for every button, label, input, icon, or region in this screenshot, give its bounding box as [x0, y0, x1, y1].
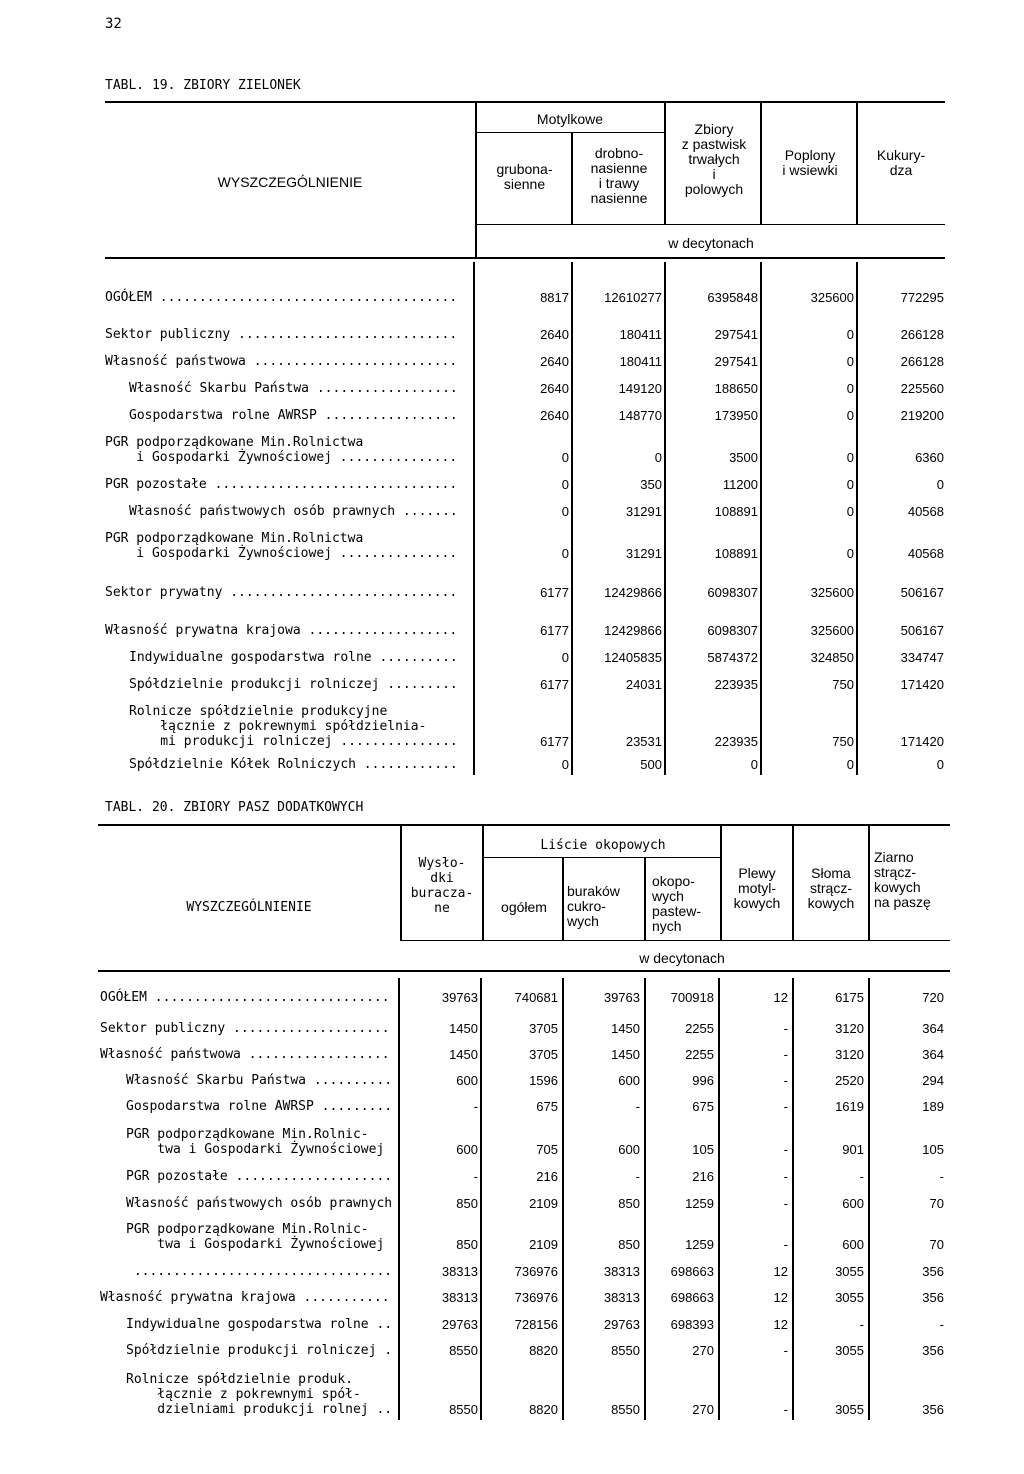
table-cell: 736976	[514, 1290, 558, 1305]
table-cell: 270	[692, 1343, 714, 1358]
table-cell: 600	[618, 1073, 640, 1088]
header-vline	[562, 858, 564, 941]
header-group-liscie: Liście okopowych	[540, 838, 666, 853]
table-cell: 148770	[618, 408, 662, 423]
table-cell: 1619	[835, 1099, 864, 1114]
table-cell: 506167	[900, 585, 944, 600]
table-cell: 356	[922, 1264, 944, 1279]
page-number: 32	[105, 16, 122, 32]
table-cell: 0	[936, 757, 944, 772]
table-cell: 3120	[835, 1021, 864, 1036]
table-cell: 2109	[529, 1196, 558, 1211]
table-cell: 8550	[449, 1402, 478, 1417]
table-cell: 0	[846, 450, 854, 465]
table-cell: 29763	[603, 1317, 640, 1332]
table-cell: 700918	[670, 990, 714, 1005]
table-cell: 11200	[722, 477, 758, 492]
column-rule	[760, 262, 762, 775]
table-cell: 996	[692, 1073, 714, 1088]
table-cell: 6360	[915, 450, 944, 465]
table-cell: 324850	[810, 650, 854, 665]
table-cell: 2640	[540, 354, 569, 369]
header-group-motylkowe: Motylkowe	[536, 111, 604, 127]
table-cell: 1450	[449, 1021, 478, 1036]
row-label: Własność Skarbu Państwa ..................	[129, 381, 458, 396]
table-cell: 216	[536, 1169, 558, 1184]
table-cell: 364	[922, 1021, 944, 1036]
row-label: OGÓŁEM ......................................	[105, 290, 458, 305]
table-cell: 39763	[603, 990, 640, 1005]
header-col-ogolem: ogółem	[501, 899, 547, 915]
header-unit-rule	[477, 224, 945, 225]
table-cell: 705	[536, 1142, 558, 1157]
table-cell: 5874372	[707, 650, 758, 665]
table-cell: 2255	[685, 1021, 714, 1036]
column-rule	[664, 262, 666, 775]
table-cell: 2255	[685, 1047, 714, 1062]
table-cell: 12610277	[604, 290, 662, 305]
table-cell: 105	[692, 1142, 714, 1157]
table-cell: 506167	[900, 623, 944, 638]
table-cell: 356	[922, 1290, 944, 1305]
row-label: Sektor prywatny .............................	[105, 585, 458, 600]
row-label: Indywidualne gospodarstwa rolne ..........	[129, 650, 458, 665]
table-cell: 736976	[514, 1264, 558, 1279]
row-label: PGR podporządkowane Min.Rolnictwa i Gospodarki Żywnościowej ...............	[105, 531, 458, 561]
table-cell: 8550	[449, 1343, 478, 1358]
table-cell: 356	[922, 1402, 944, 1417]
row-label: Spółdzielnie produkcji rolniczej .........	[129, 677, 458, 692]
table-cell: 850	[618, 1237, 640, 1252]
table-cell: -	[473, 1099, 478, 1114]
table-cell: 12405835	[604, 650, 662, 665]
table-cell: 2640	[540, 381, 569, 396]
table-cell: 6177	[540, 734, 569, 749]
table-cell: 108891	[714, 546, 758, 561]
table-cell: 171420	[900, 677, 944, 692]
column-rule	[473, 262, 475, 775]
table-cell: 901	[842, 1142, 864, 1157]
table-cell: 600	[618, 1142, 640, 1157]
table-cell: 600	[456, 1073, 478, 1088]
table-cell: 3500	[729, 450, 758, 465]
row-label: PGR podporządkowane Min.Rolnic- twa i Gospodarki Żywnościowej	[126, 1127, 385, 1157]
table-cell: 0	[846, 757, 854, 772]
row-label: Własność prywatna krajowa ...........	[100, 1290, 390, 1305]
table-cell: 0	[846, 354, 854, 369]
header-col-ziarno: Ziarno strącz- kowych na paszę	[874, 849, 931, 910]
table-cell: -	[939, 1169, 944, 1184]
table-cell: 698663	[670, 1290, 714, 1305]
table-cell: -	[859, 1169, 864, 1184]
table-cell: 2520	[835, 1073, 864, 1088]
table-cell: 850	[456, 1196, 478, 1211]
header-vline	[644, 858, 646, 941]
table-cell: 108891	[714, 504, 758, 519]
table-cell: 223935	[714, 734, 758, 749]
table-cell: 6177	[540, 585, 569, 600]
table-cell: 173950	[714, 408, 758, 423]
table-cell: 40568	[907, 504, 944, 519]
table-cell: 12	[773, 1264, 788, 1279]
table-cell: 600	[456, 1142, 478, 1157]
table-cell: 0	[846, 477, 854, 492]
table-cell: 2640	[540, 327, 569, 342]
header-vline	[792, 826, 794, 941]
table-cell: 6395848	[707, 290, 758, 305]
table-cell: -	[783, 1142, 788, 1157]
header-unit: w decytonach	[668, 235, 754, 251]
table-cell: 0	[561, 450, 569, 465]
table-cell: 266128	[900, 327, 944, 342]
table-cell: 0	[561, 477, 569, 492]
table-cell: -	[783, 1047, 788, 1062]
table-cell: 225560	[900, 381, 944, 396]
table-cell: 750	[832, 734, 854, 749]
table-cell: 325600	[810, 290, 854, 305]
row-label: Własność państwowych osób prawnych	[126, 1196, 393, 1211]
table-cell: -	[783, 1237, 788, 1252]
header-vline	[856, 103, 858, 225]
table-cell: 675	[692, 1099, 714, 1114]
table-cell: -	[635, 1169, 640, 1184]
table-cell: -	[783, 1073, 788, 1088]
table-cell: 297541	[714, 354, 758, 369]
row-label: Gospodarstwa rolne AWRSP .................	[129, 408, 458, 423]
row-label: Spółdzielnie Kółek Rolniczych ............	[129, 757, 458, 772]
header-col-plewy: Plewy motyl- kowych	[733, 865, 781, 911]
table-cell: 188650	[714, 381, 758, 396]
row-label: Spółdzielnie produkcji rolniczej .	[126, 1343, 393, 1358]
table-cell: 675	[536, 1099, 558, 1114]
row-label: Własność państwowa ..................	[100, 1047, 390, 1062]
table-20-header-rule	[98, 970, 950, 972]
header-col-burakow: buraków cukro- wych	[567, 883, 620, 929]
table-cell: 6098307	[707, 585, 758, 600]
table-cell: 720	[922, 990, 944, 1005]
table-cell: 740681	[514, 990, 558, 1005]
header-vline	[720, 826, 722, 941]
header-stub: WYSZCZEGÓLNIENIE	[186, 900, 312, 915]
table-cell: 0	[846, 327, 854, 342]
table-cell: 29763	[441, 1317, 478, 1332]
table-cell: -	[859, 1317, 864, 1332]
header-vline	[482, 826, 484, 941]
table-cell: 500	[640, 757, 662, 772]
table-cell: 12429866	[604, 623, 662, 638]
table-cell: 0	[846, 546, 854, 561]
table-cell: 12	[773, 1317, 788, 1332]
table-cell: 180411	[619, 354, 662, 369]
table-cell: 180411	[619, 327, 662, 342]
table-cell: 728156	[514, 1317, 558, 1332]
table-cell: 31291	[625, 546, 662, 561]
table-cell: -	[783, 1169, 788, 1184]
table-cell: 698663	[670, 1264, 714, 1279]
table-cell: 364	[922, 1047, 944, 1062]
header-col-grubonasienne: grubona- sienne	[496, 161, 553, 192]
table-cell: 6177	[540, 623, 569, 638]
header-col-sloma: Słoma strącz- kowych	[807, 865, 855, 911]
table-cell: 38313	[441, 1290, 478, 1305]
table-cell: 750	[832, 677, 854, 692]
table-cell: 8550	[611, 1343, 640, 1358]
table-cell: 149120	[618, 381, 662, 396]
table-cell: 0	[750, 757, 758, 772]
table-cell: 270	[692, 1402, 714, 1417]
table-cell: 3055	[835, 1290, 864, 1305]
table-cell: 0	[561, 757, 569, 772]
table-cell: 171420	[900, 734, 944, 749]
table-cell: 8817	[540, 290, 569, 305]
table-cell: 6177	[540, 677, 569, 692]
table-cell: 698393	[670, 1317, 714, 1332]
header-col-drobnonasienne: drobno- nasienne i trawy nasienne	[590, 145, 648, 206]
table-19-header-rule	[105, 257, 945, 259]
table-cell: 70	[929, 1237, 944, 1252]
table-cell: -	[939, 1317, 944, 1332]
table-cell: 31291	[625, 504, 662, 519]
table-cell: 772295	[900, 290, 944, 305]
row-label: Własność państwowa ..........................	[105, 354, 458, 369]
header-col-okopowych: okopo- wych pastew- nych	[652, 873, 702, 934]
header-col-wyslodki: Wysło- dki buracza- ne	[410, 856, 474, 916]
table-cell: 325600	[810, 623, 854, 638]
header-unit: w decytonach	[639, 950, 725, 966]
table-cell: 294	[922, 1073, 944, 1088]
table-19-title: TABL. 19. ZBIORY ZIELONEK	[105, 78, 301, 93]
table-cell: 3055	[835, 1264, 864, 1279]
table-cell: 216	[692, 1169, 714, 1184]
header-vline	[760, 103, 762, 225]
table-cell: 325600	[810, 585, 854, 600]
header-vline	[571, 133, 573, 225]
table-cell: 600	[842, 1196, 864, 1211]
table-cell: 0	[846, 504, 854, 519]
table-cell: 0	[561, 504, 569, 519]
table-cell: 24031	[625, 677, 662, 692]
table-cell: 189	[922, 1099, 944, 1114]
table-cell: 0	[846, 381, 854, 396]
table-cell: 0	[846, 408, 854, 423]
table-cell: -	[783, 1099, 788, 1114]
table-cell: 0	[561, 546, 569, 561]
row-label: Własność państwowych osób prawnych .......	[129, 504, 458, 519]
table-cell: 1450	[611, 1047, 640, 1062]
table-cell: 350	[640, 477, 662, 492]
table-cell: 6175	[835, 990, 864, 1005]
table-cell: 1450	[449, 1047, 478, 1062]
header-col-poplony: Poplony i wsiewki	[782, 147, 838, 178]
header-vline	[664, 103, 666, 225]
table-cell: 1259	[685, 1237, 714, 1252]
row-label: Rolnicze spółdzielnie produk. łącznie z pokrewnymi spół- dzielniami produkcji rolnej ..	[126, 1372, 393, 1417]
table-cell: -	[635, 1099, 640, 1114]
table-cell: 12	[773, 1290, 788, 1305]
table-cell: 40568	[907, 546, 944, 561]
table-cell: 38313	[603, 1290, 640, 1305]
table-cell: 23531	[625, 734, 662, 749]
table-cell: -	[783, 1021, 788, 1036]
table-cell: 850	[618, 1196, 640, 1211]
table-cell: 850	[456, 1237, 478, 1252]
table-cell: 8820	[529, 1402, 558, 1417]
table-cell: -	[783, 1343, 788, 1358]
table-cell: 70	[929, 1196, 944, 1211]
row-label: Indywidualne gospodarstwa rolne ..	[126, 1317, 393, 1332]
row-label: Własność Skarbu Państwa ..........	[126, 1073, 393, 1088]
header-col-pastwiska: Zbiory z pastwisk trwałych i polowych	[681, 121, 747, 197]
table-cell: 2640	[540, 408, 569, 423]
table-cell: 0	[654, 450, 662, 465]
header-vline	[400, 826, 402, 941]
table-cell: 6098307	[707, 623, 758, 638]
table-19-top-rule	[105, 101, 945, 103]
table-cell: 3120	[835, 1047, 864, 1062]
table-cell: 12429866	[604, 585, 662, 600]
row-label: PGR pozostałe ...............................	[105, 477, 458, 492]
table-cell: 223935	[714, 677, 758, 692]
table-cell: 600	[842, 1237, 864, 1252]
table-cell: -	[783, 1196, 788, 1211]
row-label: Rolnicze spółdzielnie produkcyjne łącznie z pokrewnymi spółdzielnia- mi produkcji rolniczej ...............	[129, 704, 458, 749]
table-cell: 38313	[441, 1264, 478, 1279]
row-label: Gospodarstwa rolne AWRSP .........	[126, 1099, 393, 1114]
header-group-rule	[484, 857, 722, 858]
row-label: PGR podporządkowane Min.Rolnictwa i Gospodarki Żywnościowej ...............	[105, 435, 458, 465]
row-label: Sektor publiczny ............................	[105, 327, 458, 342]
table-cell: 2109	[529, 1237, 558, 1252]
row-label: PGR podporządkowane Min.Rolnic- twa i Gospodarki Żywnościowej	[126, 1222, 385, 1252]
table-20-top-rule	[98, 824, 950, 826]
table-cell: 3705	[529, 1047, 558, 1062]
table-cell: -	[783, 1402, 788, 1417]
table-cell: 3705	[529, 1021, 558, 1036]
table-20-title: TABL. 20. ZBIORY PASZ DODATKOWYCH	[105, 800, 364, 815]
row-label: Sektor publiczny ....................	[100, 1021, 390, 1036]
table-cell: 1259	[685, 1196, 714, 1211]
table-cell: 3055	[835, 1343, 864, 1358]
table-cell: 1596	[529, 1073, 558, 1088]
table-cell: 219200	[900, 408, 944, 423]
table-cell: 8820	[529, 1343, 558, 1358]
table-cell: 105	[922, 1142, 944, 1157]
row-label: Własność prywatna krajowa ...................	[105, 623, 458, 638]
header-col-kukurydza: Kukury- dza	[876, 147, 926, 178]
table-cell: 0	[561, 650, 569, 665]
table-cell: 38313	[603, 1264, 640, 1279]
table-cell: 3055	[835, 1402, 864, 1417]
table-cell: 8550	[611, 1402, 640, 1417]
table-cell: 0	[936, 477, 944, 492]
header-stub: WYSZCZEGÓLNIENIE	[217, 174, 363, 190]
row-label: PGR pozostałe ....................	[126, 1169, 393, 1184]
table-cell: 297541	[714, 327, 758, 342]
table-cell: 1450	[611, 1021, 640, 1036]
header-vline	[475, 103, 477, 257]
table-cell: 334747	[900, 650, 944, 665]
table-cell: 356	[922, 1343, 944, 1358]
table-cell: 12	[773, 990, 788, 1005]
table-cell: 266128	[900, 354, 944, 369]
row-label: .................................	[126, 1264, 393, 1279]
row-label: OGÓŁEM ..............................	[100, 990, 390, 1005]
header-vline	[868, 826, 870, 941]
table-cell: -	[473, 1169, 478, 1184]
table-cell: 39763	[441, 990, 478, 1005]
